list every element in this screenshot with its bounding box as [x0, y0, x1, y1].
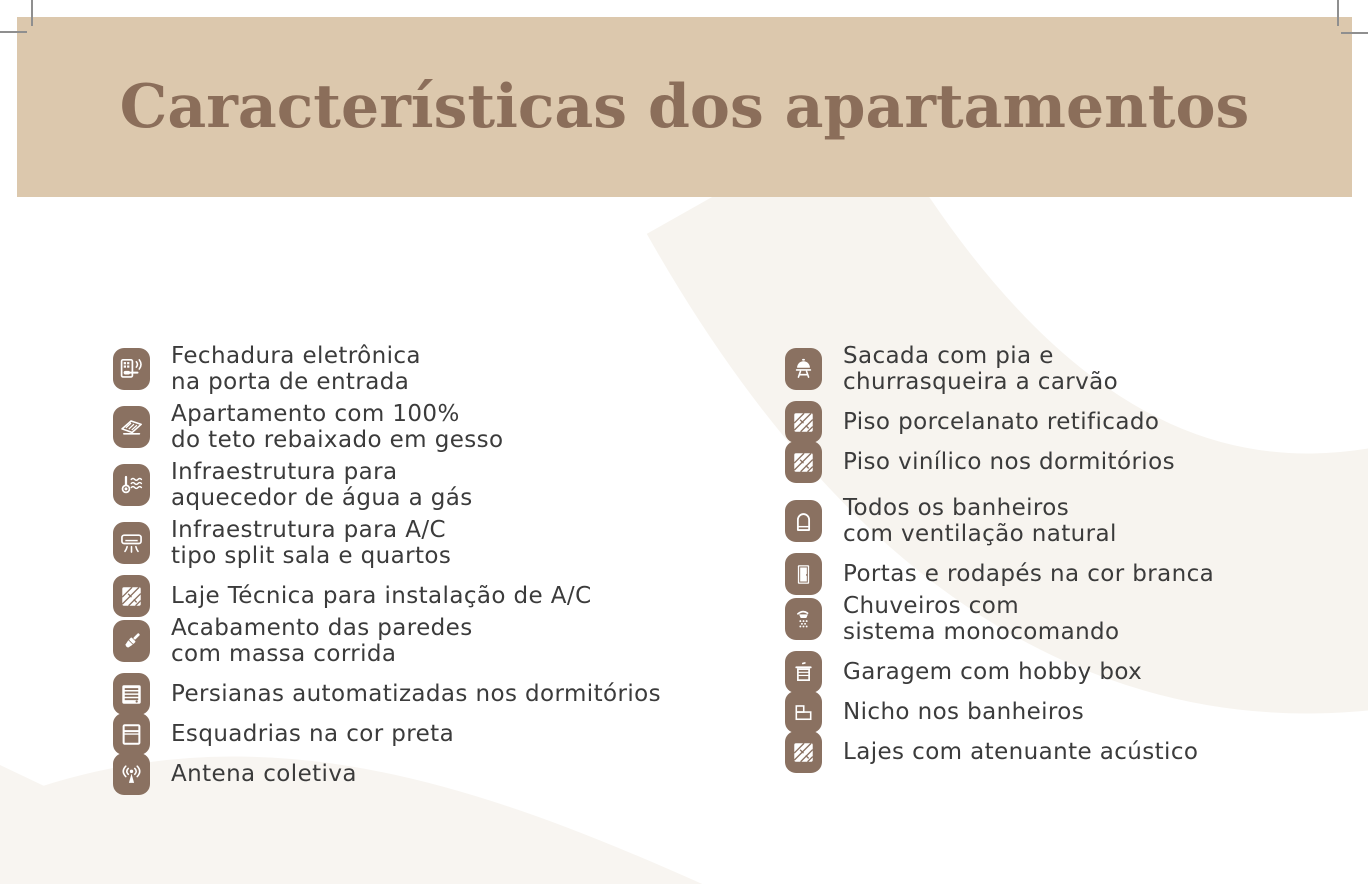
- feature-item: [785, 691, 1345, 733]
- feature-item: [113, 343, 753, 395]
- feature-item: [785, 651, 1345, 693]
- feature-label: Piso porcelanato retificado: [843, 409, 1160, 435]
- drywall-ceiling-icon: [113, 406, 150, 448]
- feature-label: Todos os banheiros com ventilação natural: [843, 495, 1117, 547]
- tile-hatch-icon: [785, 401, 822, 443]
- hobby-box-icon: [785, 651, 822, 693]
- feature-label: Fechadura eletrônica na porta de entrada: [171, 343, 421, 395]
- feature-label: Infraestrutura para A/C tipo split sala e quartos: [171, 517, 452, 569]
- blinds-icon: [113, 673, 150, 715]
- feature-item: [113, 459, 753, 511]
- features-column-left: [113, 343, 753, 793]
- feature-label: Chuveiros com sistema monocomando: [843, 593, 1120, 645]
- antenna-icon: [113, 753, 150, 795]
- feature-item: [113, 401, 753, 453]
- feature-label: Lajes com atenuante acústico: [843, 739, 1199, 765]
- feature-item: [785, 593, 1345, 645]
- feature-label: Garagem com hobby box: [843, 659, 1143, 685]
- paintbrush-icon: [113, 620, 150, 662]
- feature-label: Esquadrias na cor preta: [171, 721, 455, 747]
- feature-label: Nicho nos banheiros: [843, 699, 1085, 725]
- charcoal-grill-icon: [785, 348, 822, 390]
- feature-item: [785, 441, 1345, 483]
- feature-item: [113, 673, 753, 715]
- tile-hatch-icon: [785, 731, 822, 773]
- feature-item: [785, 553, 1345, 595]
- title-banner: [17, 17, 1352, 197]
- crop-mark-top-right-horizontal: [1341, 32, 1368, 34]
- tile-hatch-icon: [785, 441, 822, 483]
- feature-item: [113, 615, 753, 667]
- features-column-right: [785, 343, 1345, 771]
- arch-window-icon: [785, 500, 822, 542]
- feature-label: Antena coletiva: [171, 761, 357, 787]
- feature-item: [785, 731, 1345, 773]
- feature-label: Acabamento das paredes com massa corrida: [171, 615, 473, 667]
- feature-item: [785, 343, 1345, 395]
- gas-water-heater-icon: [113, 464, 150, 506]
- feature-item: [785, 495, 1345, 547]
- feature-item: [113, 517, 753, 569]
- feature-label: Portas e rodapés na cor branca: [843, 561, 1215, 587]
- feature-label: Piso vinílico nos dormitórios: [843, 449, 1175, 475]
- feature-label: Persianas automatizadas nos dormitórios: [171, 681, 661, 707]
- feature-item: [785, 401, 1345, 443]
- feature-label: Apartamento com 100% do teto rebaixado em gesso: [171, 401, 504, 453]
- crop-mark-top-left-vertical: [31, 0, 33, 26]
- tile-hatch-icon: [113, 575, 150, 617]
- shower-icon: [785, 598, 822, 640]
- ac-split-icon: [113, 522, 150, 564]
- door-icon: [785, 553, 822, 595]
- window-frame-icon: [113, 713, 150, 755]
- feature-label: Sacada com pia e churrasqueira a carvão: [843, 343, 1119, 395]
- electronic-lock-icon: [113, 348, 150, 390]
- feature-item: [113, 713, 753, 755]
- crop-mark-top-right-vertical: [1337, 0, 1339, 26]
- feature-item: [113, 753, 753, 795]
- page-title: Características dos apartamentos: [119, 72, 1250, 142]
- feature-label: Infraestrutura para aquecedor de água a gás: [171, 459, 473, 511]
- niche-icon: [785, 691, 822, 733]
- feature-label: Laje Técnica para instalação de A/C: [171, 583, 592, 609]
- feature-item: [113, 575, 753, 617]
- crop-mark-top-left-horizontal: [0, 31, 27, 33]
